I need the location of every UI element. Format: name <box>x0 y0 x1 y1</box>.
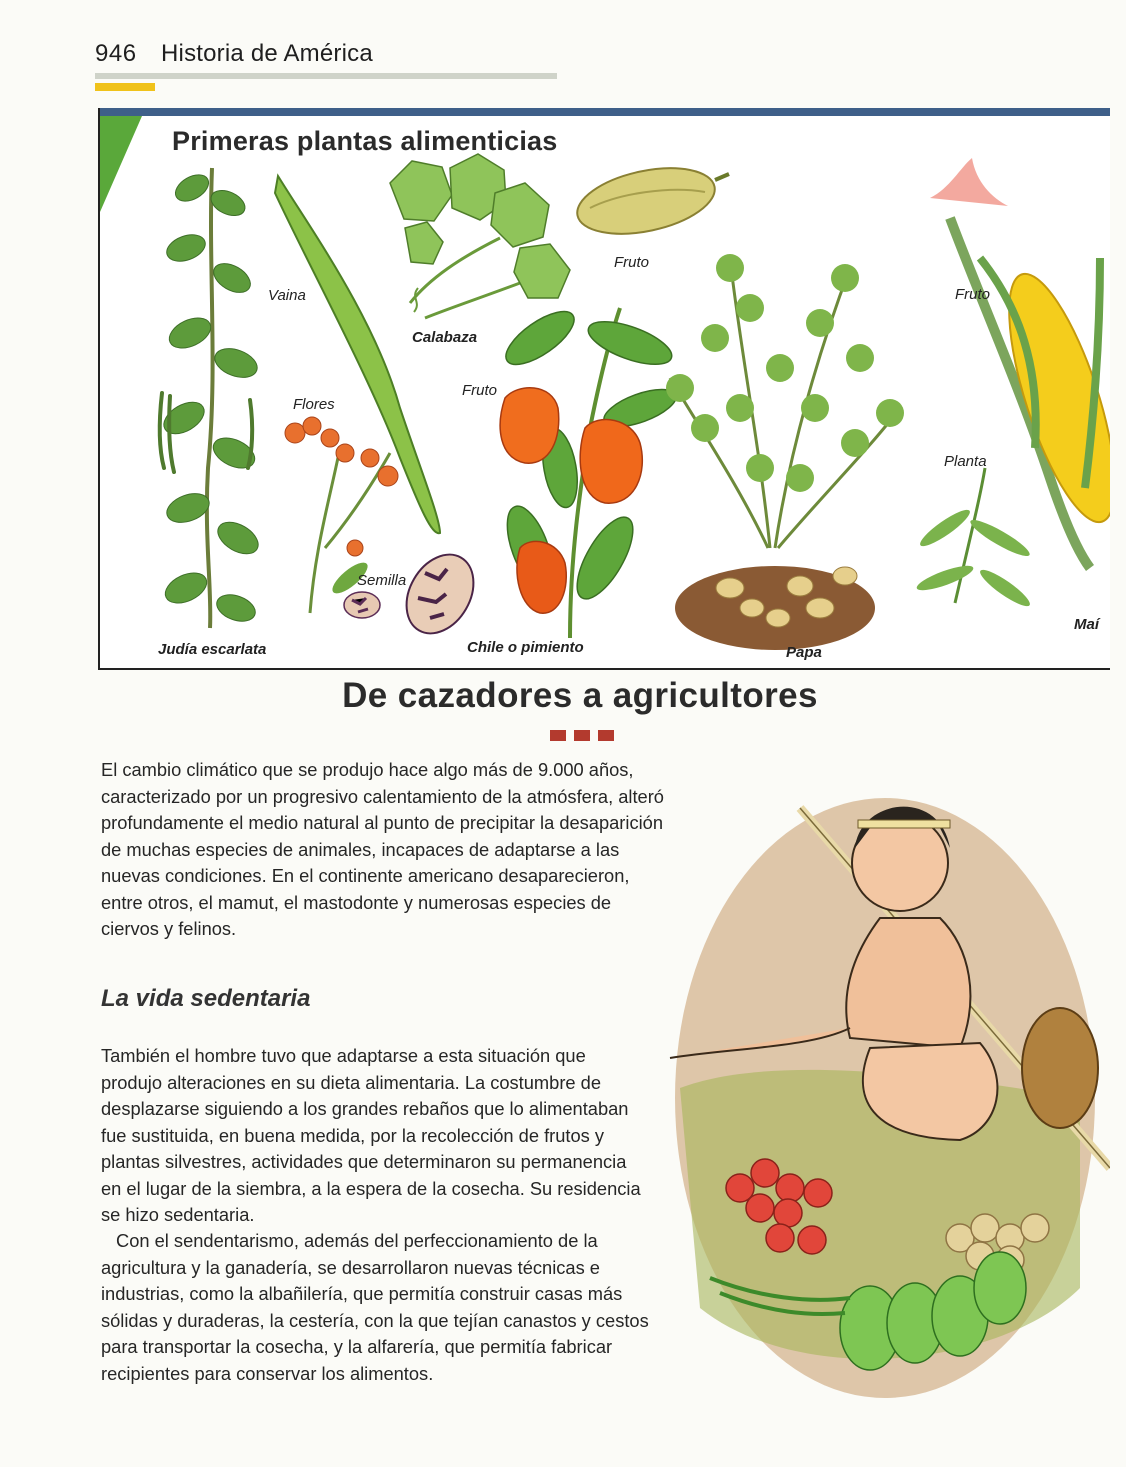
squash-fruit-image <box>571 157 729 245</box>
scarlet-runner-bean-image <box>158 168 263 628</box>
label-fruto-chile: Fruto <box>462 382 498 399</box>
label-planta-maiz: Planta <box>944 453 987 470</box>
running-title: Historia de América <box>161 40 373 67</box>
label-fruto-maiz: Fruto <box>955 286 991 303</box>
label-vaina: Vaina <box>268 287 306 304</box>
plants-illustration-panel <box>98 108 1110 670</box>
bean-seeds-image <box>344 543 487 646</box>
paragraph-sedentarism: Con el sendentarismo, además del perfeccionamiento de la agricultura y la ganadería, se desarrollaron nuevas técnicas e industrias, como la albañilería, que permitía construir casas más sólidas y duraderas, la cestería, con la que tejían canastos y cestos para transportar la cosecha, y la alfarería, que permitía fabricar recipientes para conservar los alimentos. <box>101 1230 649 1384</box>
plant-name-papa: Papa <box>786 644 822 661</box>
corn-plant-image <box>914 158 1110 611</box>
paragraph-adaptation: También el hombre tuvo que adaptarse a esta situación que produjo alteraciones en su dieta alimentaria. La costumbre de desplazarse siguiendo a los grandes rebaños que lo alimentaban fue sustituida, en buena medida, por la recolección de frutos y plantas silvestres, actividades que determinaron su permanencia en el lugar de la siembra, a la espera de la cosecha. Su residencia se hizo sedentaria. <box>101 1045 641 1225</box>
article-headline: De cazadores a agricultores <box>342 676 818 715</box>
label-fruto-calabaza: Fruto <box>614 254 650 271</box>
squash-plant-image <box>390 154 570 318</box>
label-flores: Flores <box>293 396 335 413</box>
label-calabaza: Calabaza <box>412 329 478 346</box>
label-semilla: Semilla <box>357 572 407 589</box>
paragraph-climate-change: El cambio climático que se produjo hace algo más de 9.000 años, caracterizado por un progresivo calentamiento de la atmósfera, alteró profundamente el medio natural al punto de precipitar la desaparición de muchas especies de animales, incapaces de adaptarse a las nuevas condiciones. En el continente americano desaparecieron, entre otros, el mamut, el mastodonte y numerosas especies de ciervos y felinos. <box>101 759 664 939</box>
potato-plant-image <box>666 254 904 650</box>
plant-name-maiz: Maí <box>1074 616 1100 633</box>
plant-name-judia: Judía escarlata <box>158 641 267 658</box>
headline-decoration <box>550 730 614 742</box>
gatherer-illustration <box>640 768 1110 1408</box>
panel-title: Primeras plantas alimenticias <box>172 126 558 156</box>
section-heading: La vida sedentaria <box>101 985 311 1012</box>
food-plants-illustration <box>100 108 1110 668</box>
header-rule <box>95 73 557 79</box>
header-accent-bar <box>95 83 155 91</box>
chili-pepper-plant-image <box>498 302 680 638</box>
page-number: 946 <box>95 40 137 67</box>
plant-name-chile: Chile o pimiento <box>467 639 584 656</box>
